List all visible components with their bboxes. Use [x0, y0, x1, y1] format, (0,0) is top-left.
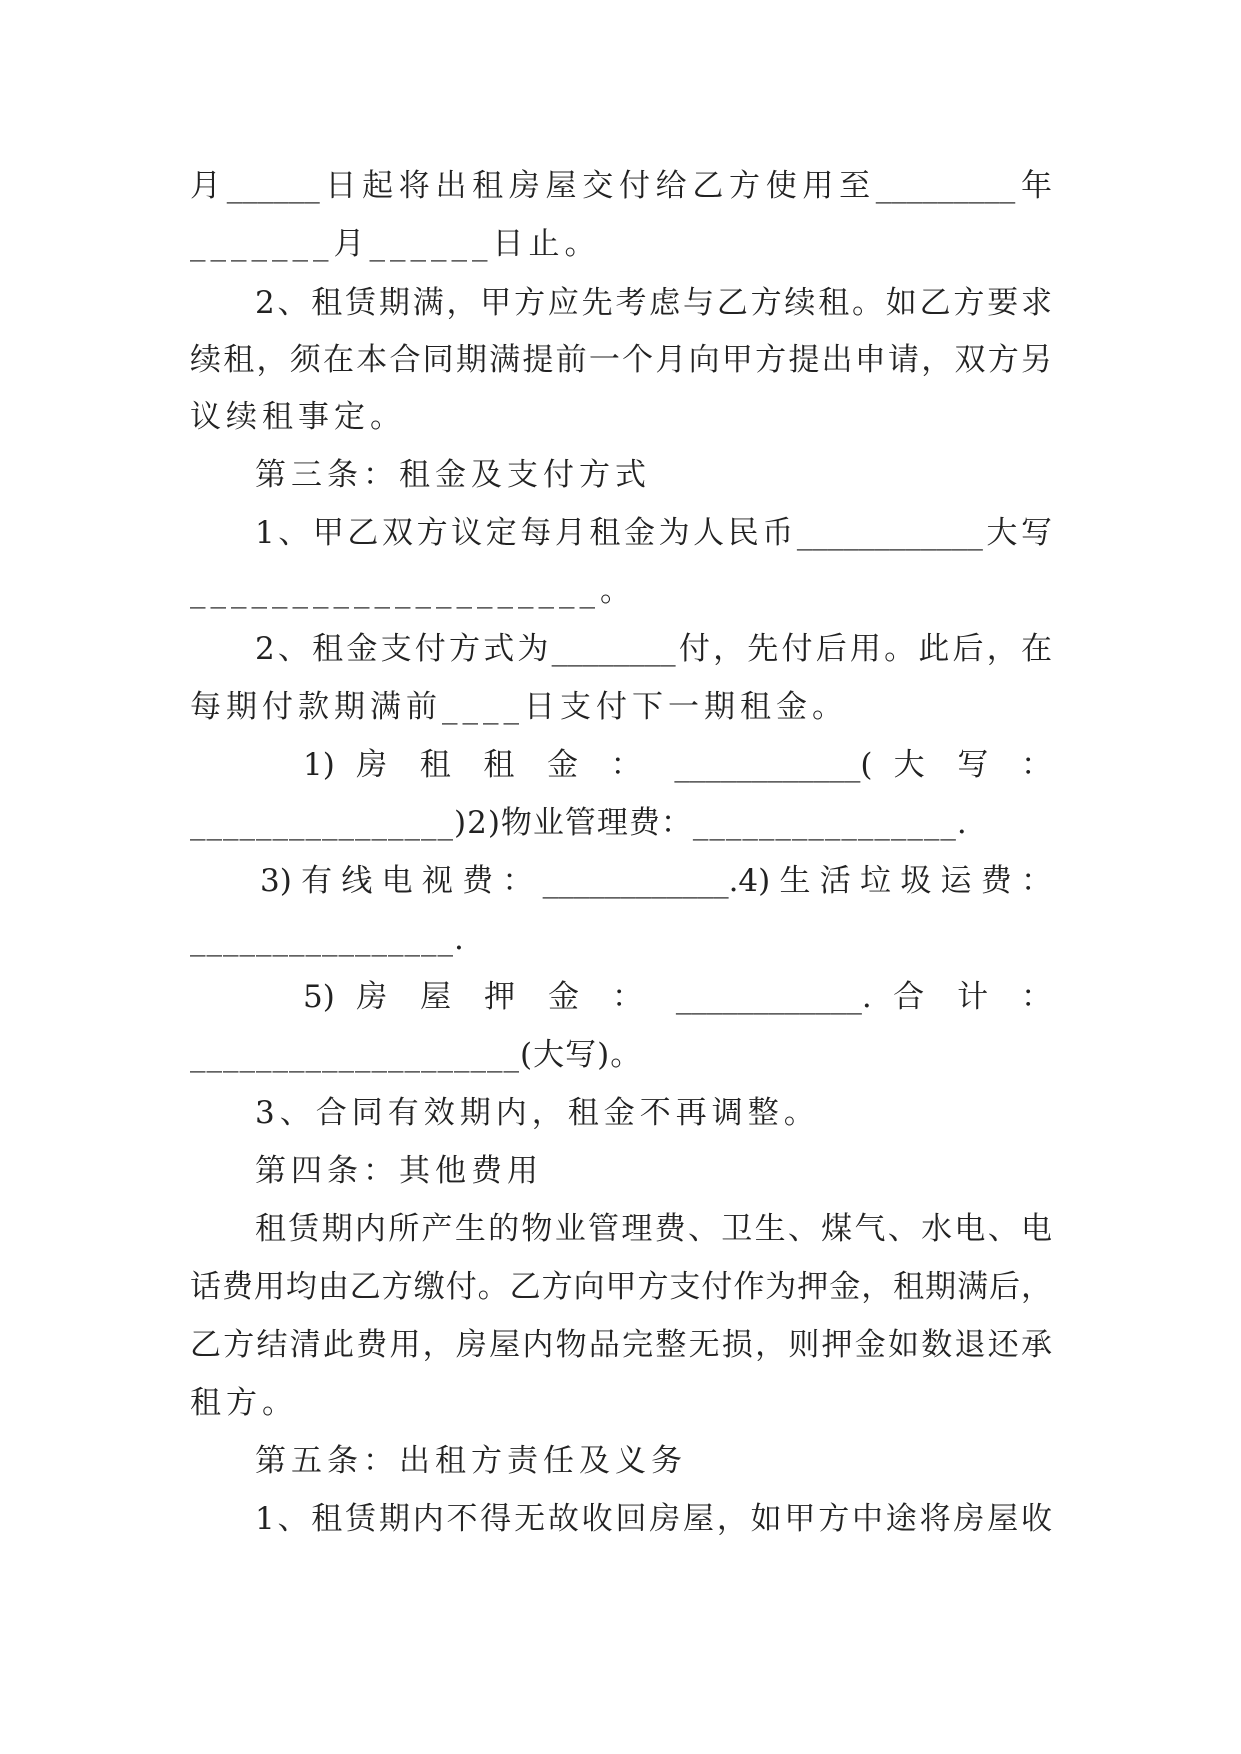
- text-line: 1、甲乙双方议定每月租金为人民币____________大写: [255, 515, 1052, 551]
- text-line: 租方。: [190, 1385, 298, 1421]
- text-line: 3、合同有效期内，租金不再调整。: [255, 1095, 820, 1131]
- text-line: 每期付款期满前____日支付下一期租金。: [190, 689, 848, 725]
- text-line: 2、租赁期满，甲方应先考虑与乙方续租。如乙方要求: [255, 285, 1052, 321]
- text-line: ____________________(大写)。: [190, 1037, 643, 1073]
- section-heading: 第三条：租金及支付方式: [255, 457, 651, 493]
- text-line: 2、租金支付方式为________付，先付后用。此后，在: [255, 631, 1052, 667]
- text-line: ________________)2)物业管理费：________________.: [190, 805, 968, 841]
- text-line: 5) 房 屋 押 金 ： ____________. 合 计 ：: [303, 979, 1052, 1015]
- text-line: 1、租赁期内不得无故收回房屋，如甲方中途将房屋收: [255, 1501, 1052, 1537]
- text-line: 租赁期内所产生的物业管理费、卫生、煤气、水电、电: [255, 1211, 1052, 1247]
- text-line: ____________________。: [190, 573, 636, 609]
- section-heading: 第五条：出租方责任及义务: [255, 1443, 687, 1479]
- text-line: 续租，须在本合同期满提前一个月向甲方提出申请，双方另: [190, 342, 1052, 378]
- text-line: 1) 房 租 租 金 ： ____________( 大 写 ：: [303, 747, 1052, 783]
- text-line: 乙方结清此费用，房屋内物品完整无损，则押金如数退还承: [190, 1327, 1052, 1363]
- text-line: ________________.: [190, 921, 465, 957]
- text-line: 月______日起将出租房屋交付给乙方使用至_________年: [190, 168, 1052, 204]
- text-line: 议续租事定。: [190, 399, 406, 435]
- text-line: 3)有线电视费：____________.4)生活垃圾运费：: [260, 863, 1052, 899]
- text-line: _______月______日止。: [190, 226, 601, 262]
- section-heading: 第四条：其他费用: [255, 1153, 543, 1189]
- text-line: 话费用均由乙方缴付。乙方向甲方支付作为押金，租期满后，: [190, 1269, 1052, 1305]
